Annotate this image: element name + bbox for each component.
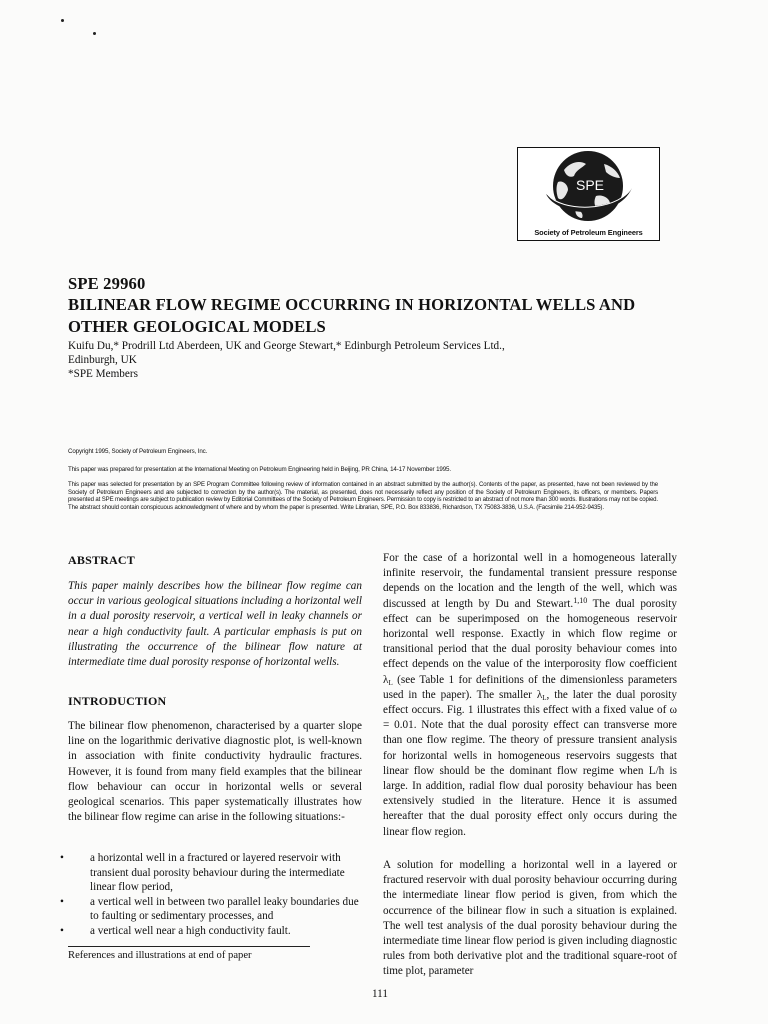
list-item-text: a vertical well in between two parallel leaky boundaries due to faulting or sedimentary processes, and (90, 895, 359, 923)
scan-speck (61, 19, 64, 22)
page-number: 111 (372, 988, 388, 1000)
logo-caption: Society of Petroleum Engineers (534, 228, 643, 237)
paper-title-line-2: OTHER GEOLOGICAL MODELS (68, 317, 326, 336)
bullet-glyph: • (60, 852, 64, 864)
text-run: , the later the dual porosity effect occurs. Fig. 1 illustrates this effect with a fixed value of ω = 0.01. Note that the dual porosity effect can transverse more than one flow regime. The theory of pressure transient analysis for horizontal wells in homogeneous reservoirs suggests that linear flow should be the dominant flow regime when L/h is large. In addition, radial flow dual porosity behaviour has been extensively studied in the literature. Hence it is assumed hereafter that the dual porosity effect only occurs during the linear flow region. (383, 688, 677, 838)
lambda-symbol: λ (536, 688, 543, 701)
right-column-paragraph-1 (383, 551, 677, 840)
list-item-text: a horizontal well in a fractured or layered reservoir with transient dual porosity behaviour during the intermediate linear flow period, (90, 852, 345, 894)
copyright-notice: Copyright 1995, Society of Petroleum Engineers, Inc. (68, 448, 208, 455)
list-item-text: a vertical well near a high conductivity fault. (90, 924, 291, 937)
situations-list (60, 851, 364, 939)
right-column-paragraph-2: A solution for modelling a horizontal well in a layered or fractured reservoir with dual porosity behaviour occurring during the intermediate linear flow period is given, from which the occurrence of the bilinear flow in such a situation is explained. The well test analysis of the dual porosity behaviour during the intermediate time linear flow period is given including diagnostic rules from both derivative plot and the traditional square-root of time plot, parameter (383, 859, 677, 978)
text-run: The dual porosity effect can be superimposed on the homogeneous reservoir horizontal well response. Exactly in which flow regime or transitional period that the dual porosity behaviour comes into effect depends on the value of the interporosity flow coefficient (383, 597, 677, 671)
list-item (60, 895, 364, 924)
bullet-glyph: • (60, 924, 64, 937)
introduction-heading: INTRODUCTION (68, 694, 167, 708)
footnote-rule (68, 946, 310, 947)
spe-logo (517, 147, 660, 241)
meeting-notice: This paper was prepared for presentation at the International Meeting on Petroleum Engineering held in Beijing, PR China, 14-17 November 1995. (68, 466, 451, 473)
introduction-text: The bilinear flow phenomenon, characterised by a quarter slope line on the logarithmic derivative diagnostic plot, is well-known in association with finite conductivity hydraulic fractures. However, it is found from many field examples that the bilinear flow behaviour can occur in horizontal wells or several geological scenarios. This paper systematically illustrates how the bilinear flow regime can arise in the following situations:- (68, 720, 362, 824)
authors-line-3: *SPE Members (68, 368, 138, 380)
authors-line-1: Kuifu Du,* Prodrill Ltd Aberdeen, UK and George Stewart,* Edinburgh Petroleum Services Ltd., (68, 340, 505, 352)
bullet-glyph: • (60, 895, 64, 908)
abstract-text: This paper mainly describes how the bilinear flow regime can occur in various geological situations including a horizontal well in a dual porosity reservoir, a vertical well in leaky channels or near a high conductivity fault. A particular emphasis is put on illustrating the occurrence of the bilinear flow nature at intermediate time dual porosity response of horizontal wells. (68, 580, 362, 669)
footnote: References and illustrations at end of paper (68, 950, 252, 961)
scan-speck (93, 32, 96, 35)
lambda-symbol: λ (383, 673, 389, 686)
reference-citation: 1,10 (573, 595, 588, 605)
text-run: (see Table 1 for definitions of the dimensionless parameters used in the paper). The smaller (383, 673, 677, 701)
list-item (60, 924, 364, 939)
lambda-subscript: L (388, 678, 393, 687)
logo-mark: SPE (575, 177, 605, 193)
permission-notice: This paper was selected for presentation by an SPE Program Committee following review of information contained in an abstract submitted by the author(s). Contents of the paper, as presented, have not been reviewed by the Society of Petroleum Engineers and are subjected to correction by the author(s). The material, as presented, does not necessarily reflect any position of the Society of Petroleum Engineers, its officers, or members. Papers presented at SPE meetings are subject to publication review by Editorial Committees of the Society of Petroleum Engineers. Permission to copy is restricted to an abstract of not more than 300 words. Illustrations may not be copied. The abstract should contain conspicuous acknowledgment of where and by whom the paper is presented. Write Librarian, SPE, P.O. Box 833836, Richardson, TX 75083-3836, U.S.A. (Facsimile 214-952-9435). (68, 482, 658, 512)
abstract-heading: ABSTRACT (68, 553, 135, 567)
authors-line-2: Edinburgh, UK (68, 354, 137, 366)
text-run: For the case of a horizontal well in a homogeneous laterally infinite reservoir, the fundamental transient pressure response depends on the location and the length of the well, which was discussed at length by Du and Stewart. (383, 552, 677, 610)
globe-icon (518, 148, 659, 226)
paper-number: SPE 29960 (68, 274, 146, 293)
paper-title-line-1: BILINEAR FLOW REGIME OCCURRING IN HORIZONTAL WELLS AND (68, 295, 636, 314)
lambda-subscript: L (542, 693, 547, 702)
list-item (60, 851, 364, 895)
